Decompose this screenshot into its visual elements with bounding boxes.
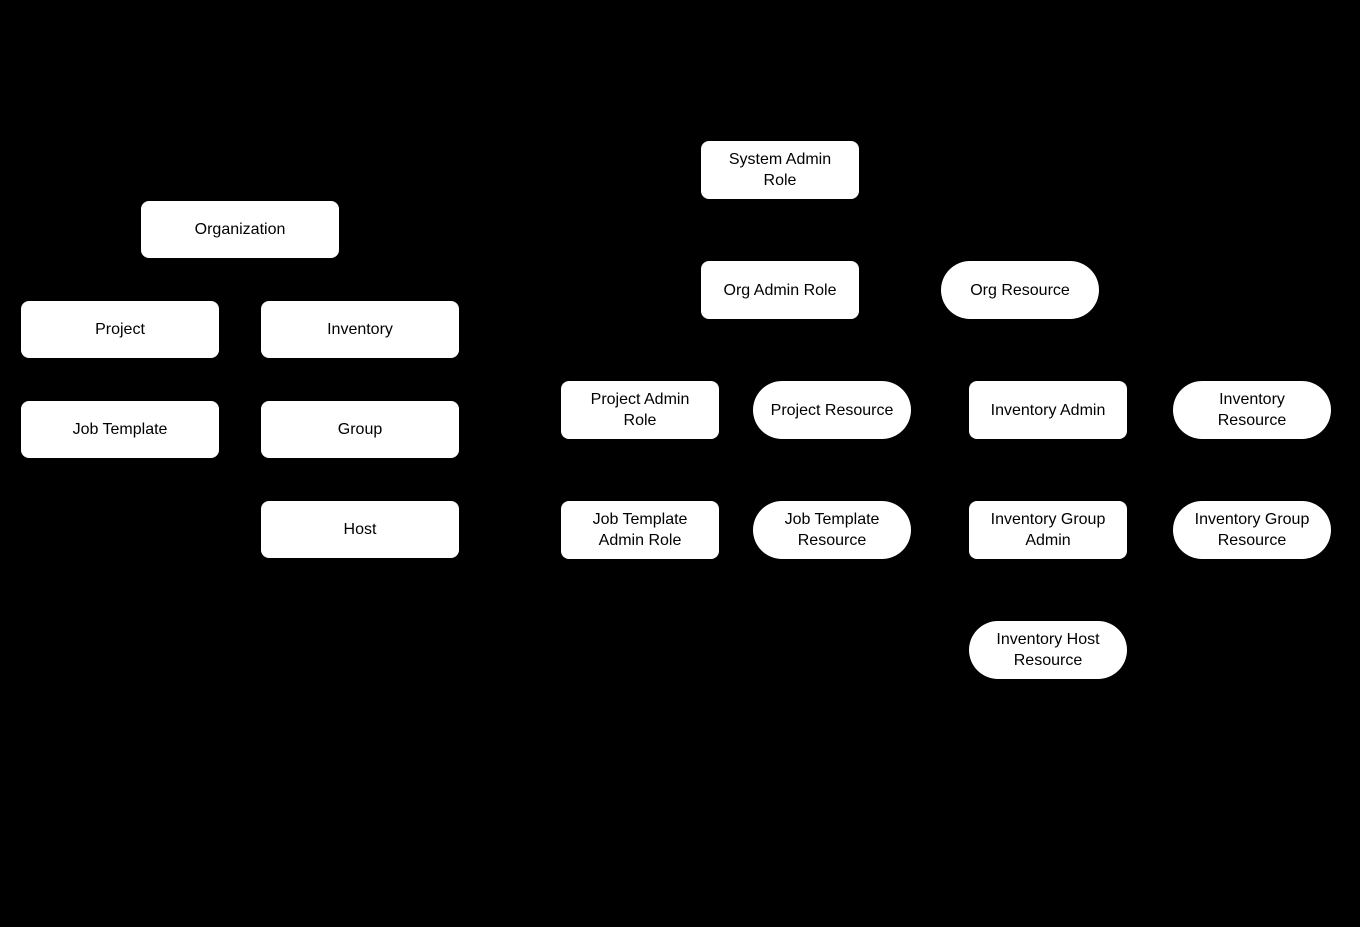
node-inventory: Inventory — [261, 301, 459, 358]
node-job-template: Job Template — [21, 401, 219, 458]
node-project: Project — [21, 301, 219, 358]
node-inventory-group-resource: Inventory Group Resource — [1173, 501, 1331, 559]
node-system-admin-role: System Admin Role — [701, 141, 859, 199]
node-project-resource: Project Resource — [753, 381, 911, 439]
node-inventory-group-admin: Inventory Group Admin — [969, 501, 1127, 559]
node-inventory-host-resource: Inventory Host Resource — [969, 621, 1127, 679]
node-project-admin-role: Project Admin Role — [561, 381, 719, 439]
node-org-admin-role: Org Admin Role — [701, 261, 859, 319]
node-group: Group — [261, 401, 459, 458]
node-org-resource: Org Resource — [941, 261, 1099, 319]
node-organization: Organization — [141, 201, 339, 258]
node-job-template-resource: Job Template Resource — [753, 501, 911, 559]
node-inventory-admin: Inventory Admin — [969, 381, 1127, 439]
node-inventory-resource: Inventory Resource — [1173, 381, 1331, 439]
node-job-template-admin-role: Job Template Admin Role — [561, 501, 719, 559]
node-host: Host — [261, 501, 459, 558]
